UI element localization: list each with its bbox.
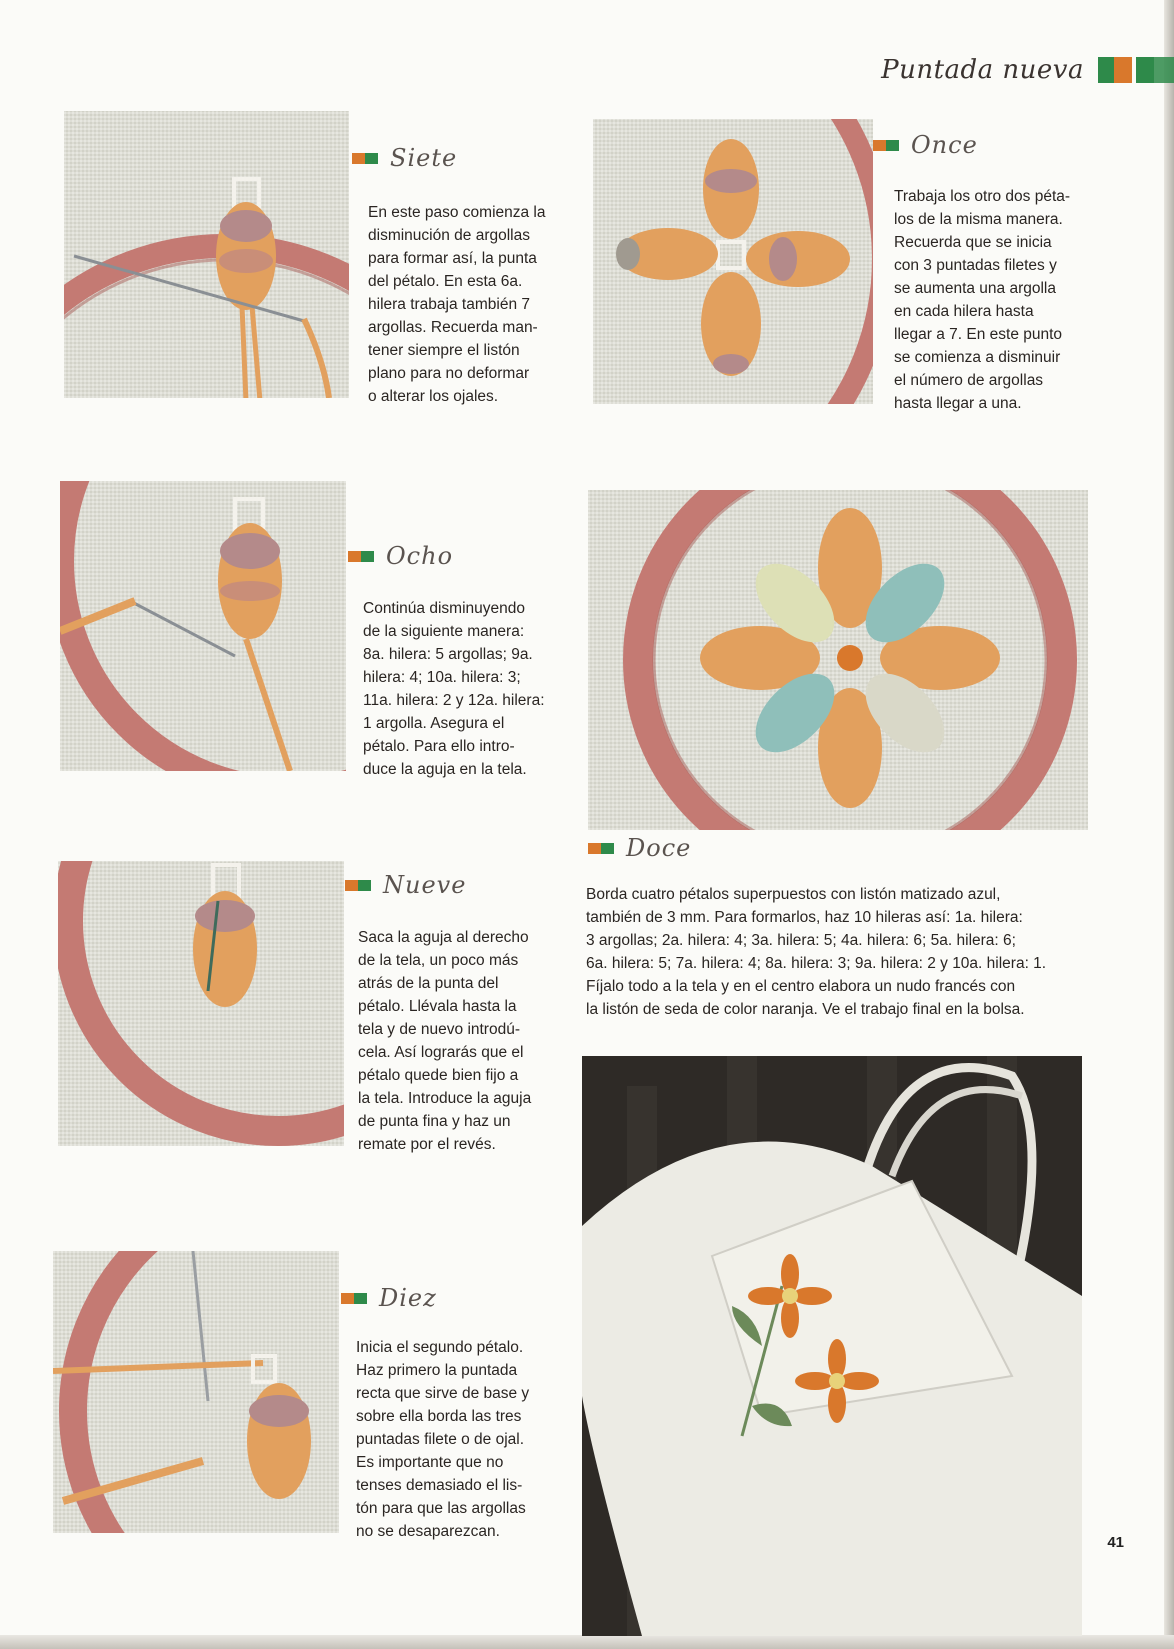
- step-diez-title: Diez: [379, 1284, 437, 1312]
- step-diez-heading: [341, 1284, 437, 1312]
- photo-once-illustration: [593, 119, 873, 404]
- page-edge-right: [1164, 0, 1174, 1649]
- section-header: [881, 54, 1174, 86]
- photo-nueve-illustration: [58, 861, 344, 1146]
- step-ocho-text: Continúa disminuyendo de la siguiente manera: 8a. hilera: 5 argollas; 9a. hilera: 4; 10a. hilera: 3; 11a. hilera: 2 y 12a. hilera: 1 argolla. Asegura el pétalo. Para ello intro- duce la aguja en la tela.: [363, 600, 545, 778]
- step-ocho-title: Ocho: [386, 542, 454, 570]
- step-doce-heading: [588, 834, 691, 862]
- step-doce-text: Borda cuatro pétalos superpuestos con listón matizado azul, también de 3 mm. Para formarlos, haz 10 hileras así: 1a. hilera: 3 argollas; 2a. hilera: 4; 3a. hilera: 5; 4a. hilera: 6; 5a. hilera: 6; 6a. hilera: 5; 7a. hilera: 4; 8a. hilera: 3; 9a. hilera: 2 y 10a. hilera: 1. Fíjalo todo a la tela y en el centro elabora un nudo francés con la listón de seda de color naranja. Ve el trabajo final en la bolsa.: [586, 886, 1047, 1018]
- photo-step-siete: [64, 111, 349, 398]
- photo-step-nueve: [58, 861, 344, 1146]
- photo-ocho-illustration: [60, 481, 346, 771]
- step-nueve-heading: [345, 871, 466, 899]
- step-siete-text: En este paso comienza la disminución de argollas para formar así, la punta del pétalo. En esta 6a. hilera trabaja también 7 argollas. Recuerda man- tener siempre el listón plano para no deformar o alterar los ojales.: [368, 204, 546, 405]
- step-once-title: Once: [911, 131, 978, 159]
- photo-finished-bag: [582, 1056, 1082, 1636]
- page-number: 41: [1107, 1534, 1124, 1551]
- page-edge-bottom: [0, 1635, 1174, 1649]
- heading-marker: [588, 843, 614, 854]
- section-title: Puntada nueva: [881, 55, 1084, 85]
- heading-marker: [345, 880, 371, 891]
- step-doce-title: Doce: [626, 834, 692, 862]
- step-once-heading: [873, 131, 978, 159]
- photo-diez-illustration: [53, 1251, 339, 1533]
- step-nueve-text: Saca la aguja al derecho de la tela, un poco más atrás de la punta del pétalo. Llévala hasta la tela y de nuevo introdú- cela. Así lograrás que el pétalo quede bien fijo a la tela. Introduce la aguja de punta fina y haz un remate por el revés.: [358, 929, 532, 1153]
- heading-marker: [873, 140, 899, 151]
- photo-step-ocho: [60, 481, 346, 771]
- step-siete-heading: [352, 144, 457, 172]
- photo-siete-illustration: [64, 111, 349, 398]
- photo-doce-illustration: [588, 490, 1088, 830]
- step-diez-text: Inicia el segundo pétalo. Haz primero la puntada recta que sirve de base y sobre ella borda las tres puntadas filete o de ojal. Es importante que no tenses demasiado el lis- tón para que las argollas no se desaparezcan.: [356, 1339, 530, 1540]
- photo-step-once: [593, 119, 873, 404]
- photo-step-doce: [588, 490, 1088, 830]
- heading-marker: [341, 1293, 367, 1304]
- step-nueve-title: Nueve: [383, 871, 467, 899]
- heading-marker: [348, 551, 374, 562]
- step-once-text: Trabaja los otro dos péta- los de la misma manera. Recuerda que se inicia con 3 puntadas filetes y se aumenta una argolla en cada hilera hasta llegar a 7. En este punto se comienza a disminuir el número de argollas hasta llegar a una.: [894, 188, 1071, 412]
- photo-bag-illustration: [582, 1056, 1082, 1636]
- photo-step-diez: [53, 1251, 339, 1533]
- header-color-bar: [1098, 57, 1174, 83]
- heading-marker: [352, 153, 378, 164]
- step-ocho-heading: [348, 542, 453, 570]
- step-siete-title: Siete: [390, 144, 458, 172]
